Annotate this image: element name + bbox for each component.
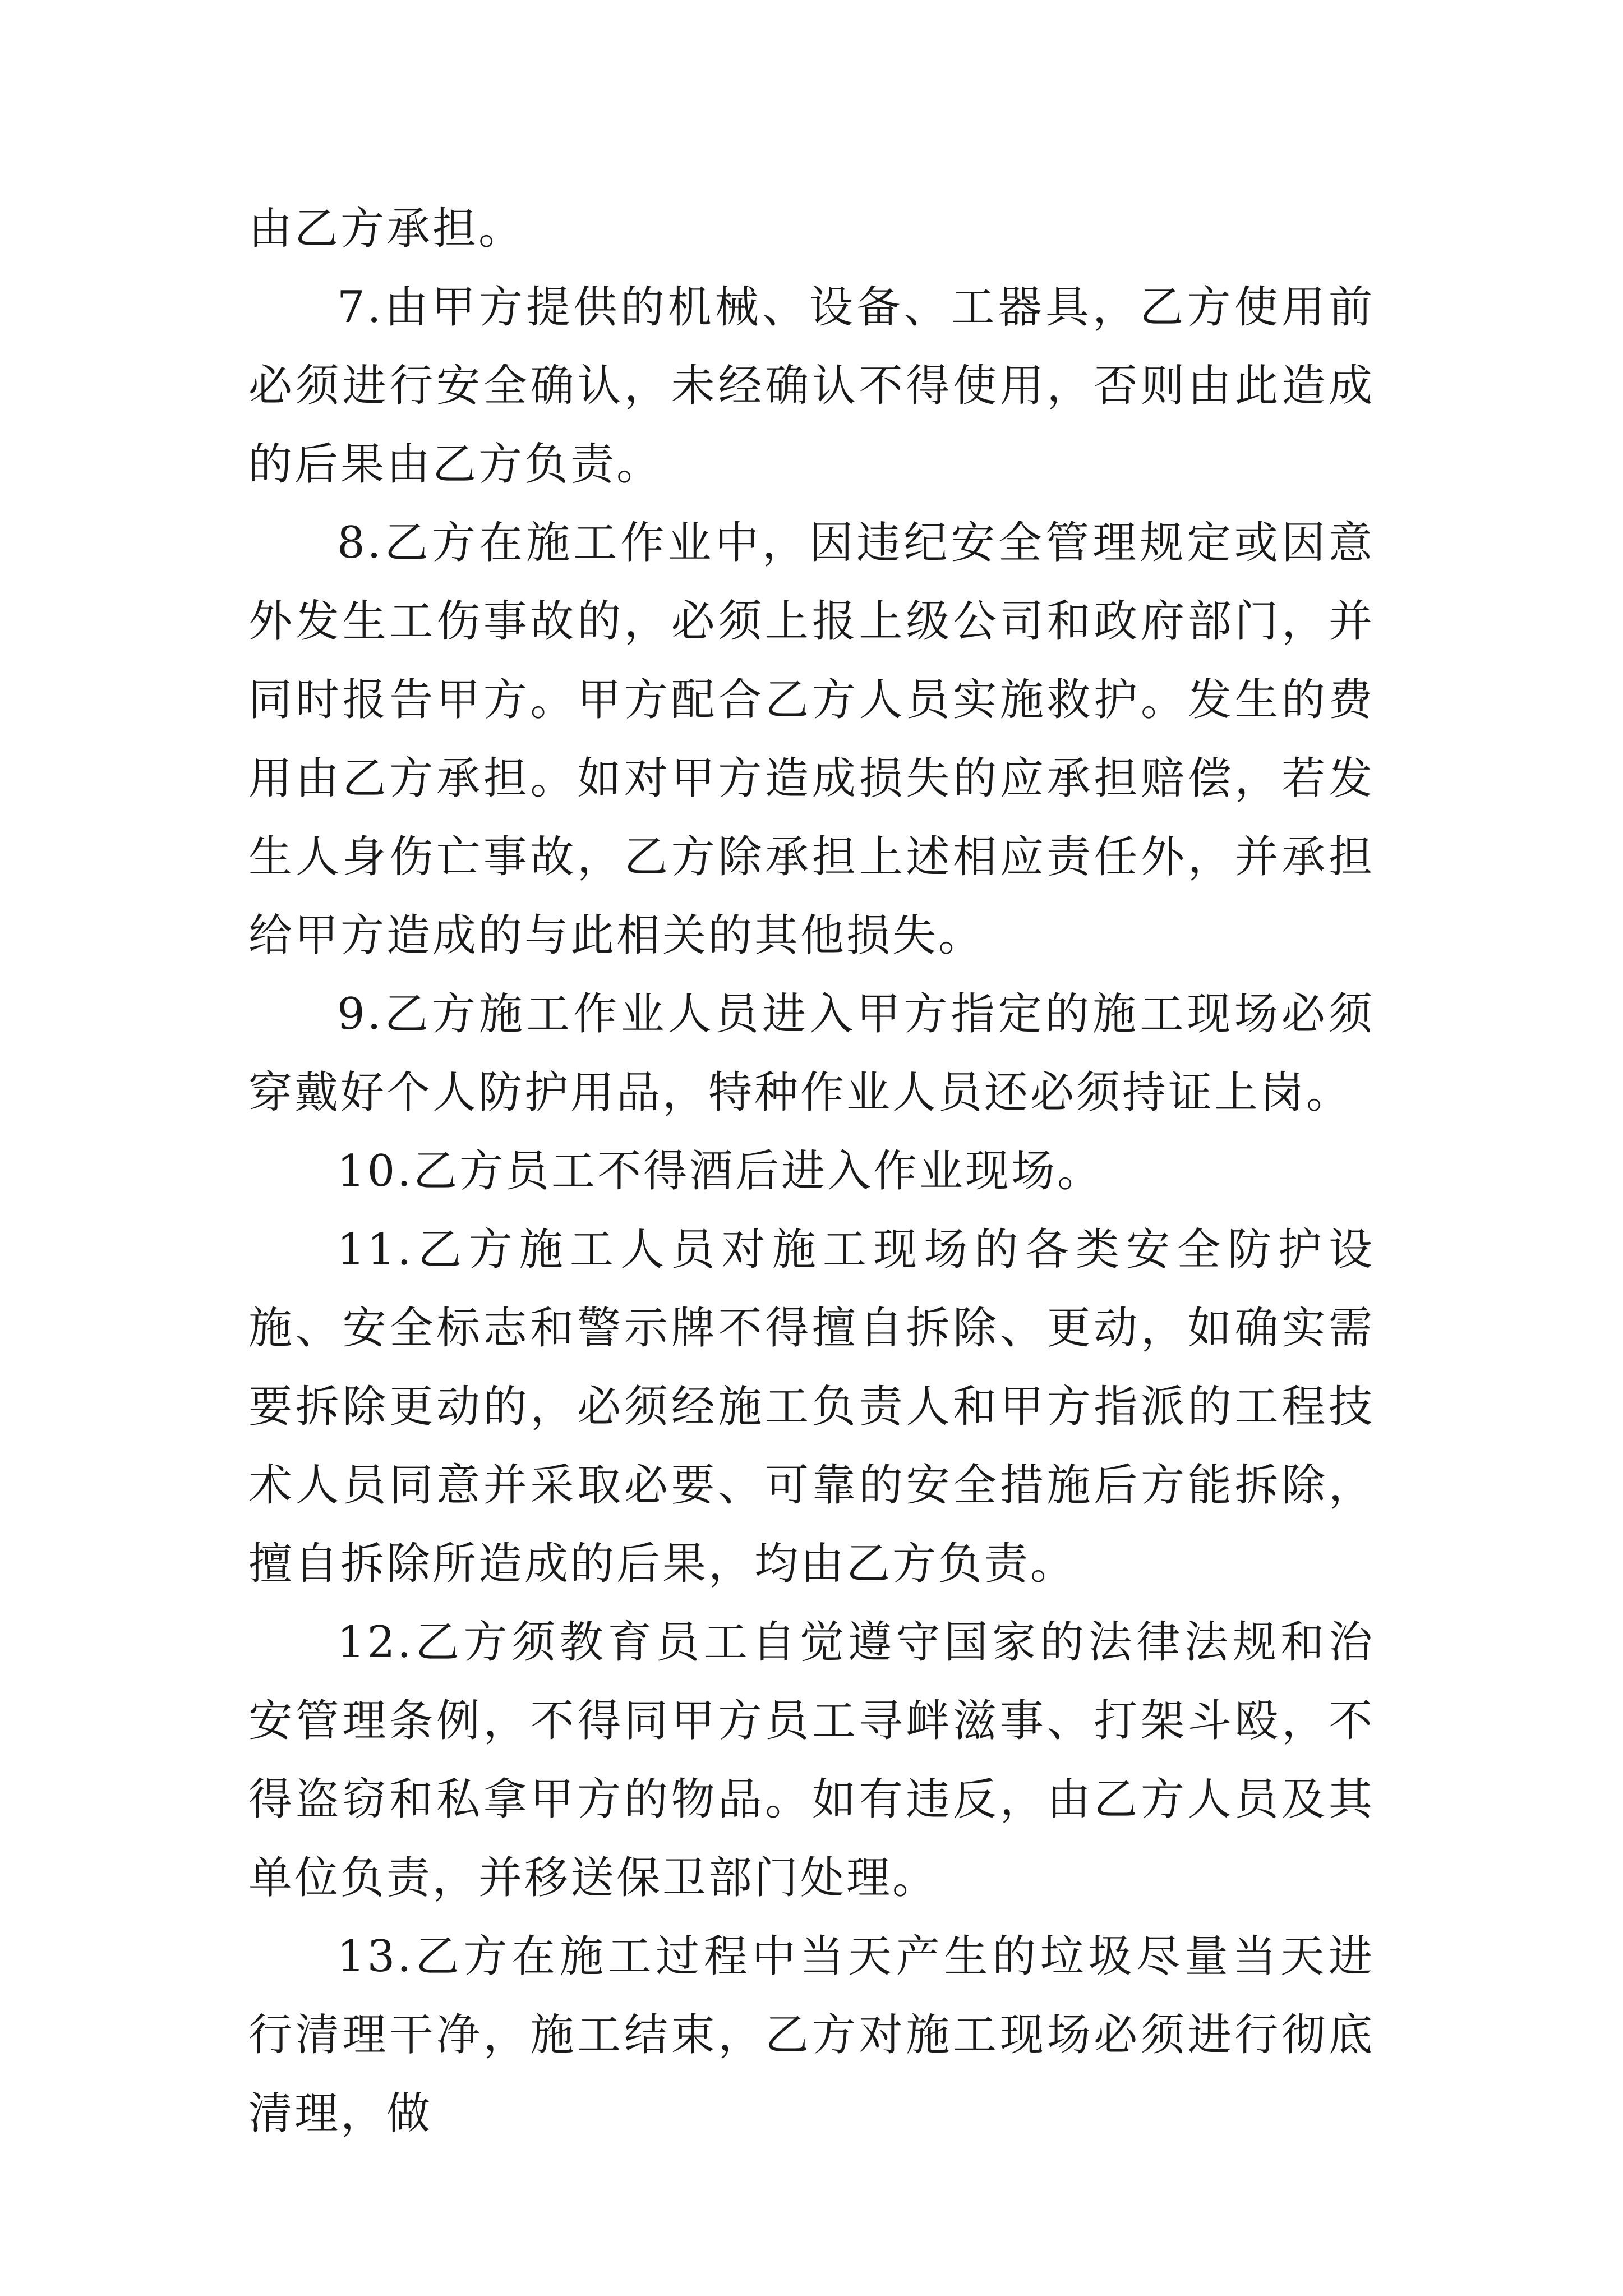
paragraph-clause-11: 11.乙方施工人员对施工现场的各类安全防护设施、安全标志和警示牌不得擅自拆除、更动，如确实需要拆除更动的，必须经施工负责人和甲方指派的工程技术人员同意并采取必要、可靠的安全措施后方能拆除，擅自拆除所造成的后果，均由乙方负责。 bbox=[248, 1225, 1375, 1589]
paragraph-clause-8: 8.乙方在施工作业中，因违纪安全管理规定或因意外发生工伤事故的，必须上报上级公司和政府部门，并同时报告甲方。甲方配合乙方人员实施救护。发生的费用由乙方承担。如对甲方造成损失的应承担赔偿，若发生人身伤亡事故，乙方除承担上述相应责任外，并承担给甲方造成的与此相关的其他损失。 bbox=[248, 518, 1375, 961]
paragraph-clause-12: 12.乙方须教育员工自觉遵守国家的法律法规和治安管理条例，不得同甲方员工寻衅滋事、打架斗殴，不得盗窃和私拿甲方的物品。如有违反，由乙方人员及其单位负责，并移送保卫部门处理。 bbox=[248, 1617, 1375, 1903]
paragraph-clause-9: 9.乙方施工作业人员进入甲方指定的施工现场必须穿戴好个人防护用品，特种作业人员还必须持证上岗。 bbox=[248, 989, 1375, 1118]
document-body bbox=[248, 190, 1375, 2153]
paragraph-clause-7: 7.由甲方提供的机械、设备、工器具，乙方使用前必须进行安全确认，未经确认不得使用，否则由此造成的后果由乙方负责。 bbox=[248, 282, 1375, 490]
paragraph-clause-10: 10.乙方员工不得酒后进入作业现场。 bbox=[337, 1146, 1104, 1197]
paragraph-clause-13: 13.乙方在施工过程中当天产生的垃圾尽量当天进行清理干净，施工结束，乙方对施工现场必须进行彻底清理，做 bbox=[248, 1931, 1375, 2139]
paragraph-continuation: 由乙方承担。 bbox=[248, 204, 525, 254]
